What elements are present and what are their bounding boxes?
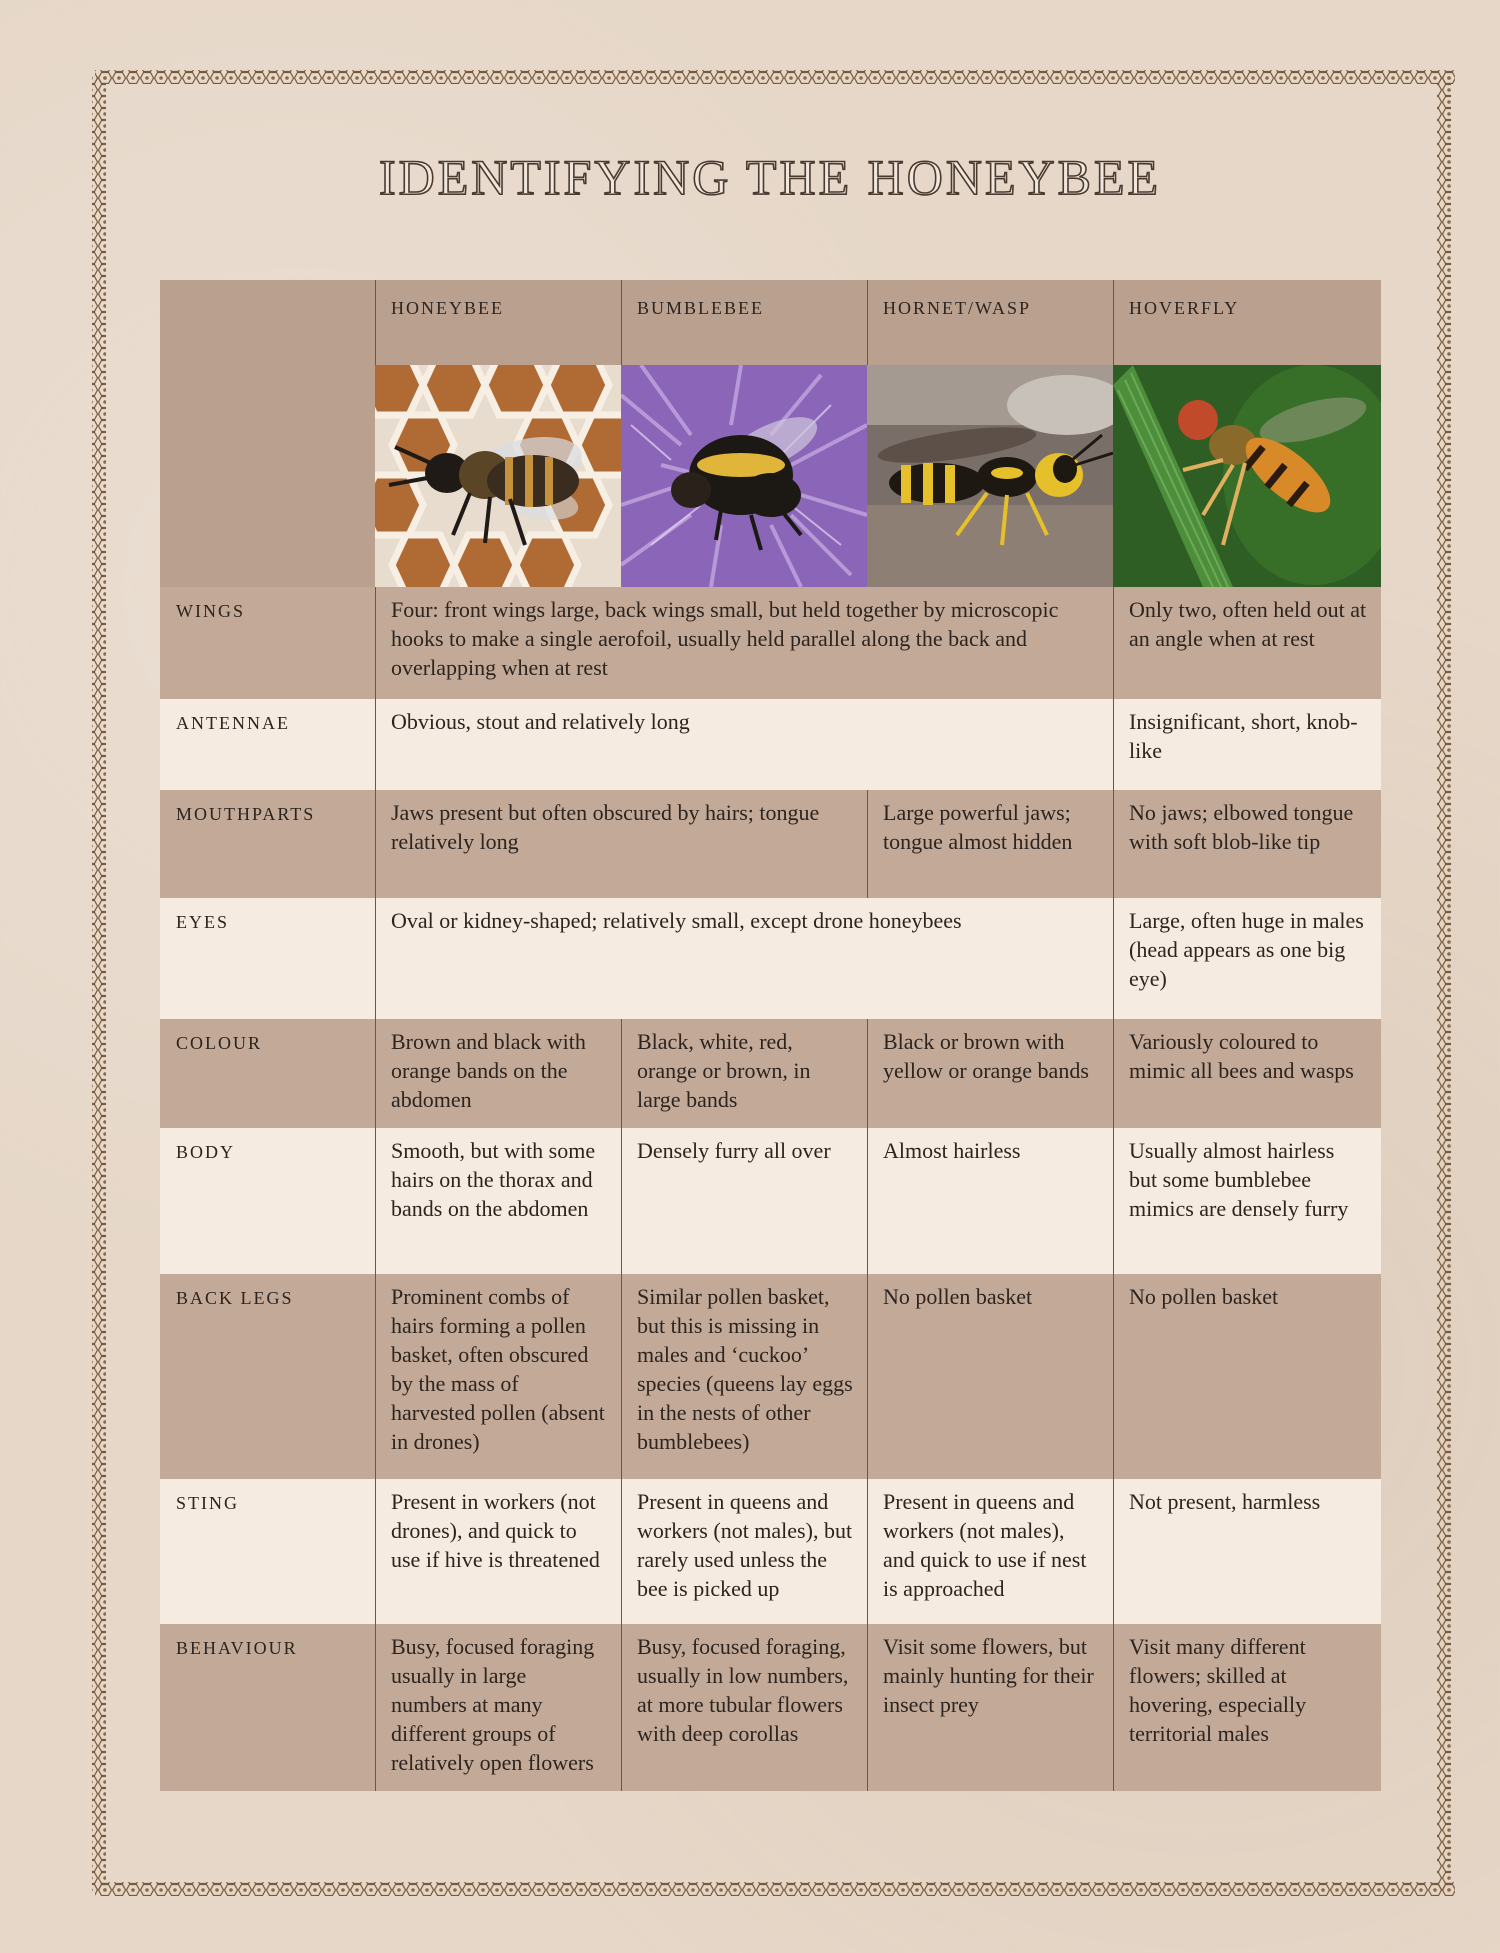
- column-header-hornet-wasp: HORNET/WASP: [867, 280, 1113, 365]
- body-hoverfly: Usually almost hairless but some bumblebee mimics are densely furry: [1113, 1128, 1381, 1274]
- back-legs-hoverfly: No pollen basket: [1113, 1274, 1381, 1479]
- mouthparts-hornet: Large powerful jaws; tongue almost hidden: [867, 790, 1113, 898]
- row-label-eyes: EYES: [160, 898, 375, 1019]
- hornet-wasp-photo: [867, 365, 1113, 587]
- antennae-bees-wasps: Obvious, stout and relatively long: [375, 699, 1113, 790]
- row-label-antennae: ANTENNAE: [160, 699, 375, 790]
- eyes-hoverfly: Large, often huge in males (head appears as one big eye): [1113, 898, 1381, 1019]
- sting-hornet: Present in queens and workers (not males), and quick to use if nest is approached: [867, 1479, 1113, 1624]
- sting-honeybee: Present in workers (not drones), and quick to use if hive is threatened: [375, 1479, 621, 1624]
- wings-hoverfly: Only two, often held out at an angle when at rest: [1113, 587, 1381, 699]
- page-title: IDENTIFYING THE HONEYBEE: [378, 149, 1162, 205]
- mouthparts-bees: Jaws present but often obscured by hairs; tongue relatively long: [375, 790, 867, 898]
- behaviour-bumblebee: Busy, focused foraging, usually in low numbers, at more tubular flowers with deep corollas: [621, 1624, 867, 1791]
- row-label-colour: COLOUR: [160, 1019, 375, 1128]
- sting-bumblebee: Present in queens and workers (not males), but rarely used unless the bee is picked up: [621, 1479, 867, 1624]
- comparison-table: [160, 280, 1381, 1791]
- colour-hornet: Black or brown with yellow or orange bands: [867, 1019, 1113, 1128]
- back-legs-bumblebee: Similar pollen basket, but this is missing in males and ‘cuckoo’ species (queens lay eggs in the nests of other bumblebees): [621, 1274, 867, 1479]
- table-corner: [160, 280, 375, 587]
- behaviour-hoverfly: Visit many different flowers; skilled at hovering, especially territorial males: [1113, 1624, 1381, 1791]
- honeybee-photo: [375, 365, 621, 587]
- back-legs-honeybee: Prominent combs of hairs forming a pollen basket, often obscured by the mass of harvested pollen (absent in drones): [375, 1274, 621, 1479]
- body-honeybee: Smooth, but with some hairs on the thorax and bands on the abdomen: [375, 1128, 621, 1274]
- behaviour-honeybee: Busy, focused foraging usually in large numbers at many different groups of relatively open flowers: [375, 1624, 621, 1791]
- row-label-wings: WINGS: [160, 587, 375, 699]
- row-label-back-legs: BACK LEGS: [160, 1274, 375, 1479]
- column-header-honeybee: HONEYBEE: [375, 280, 621, 365]
- row-label-mouthparts: MOUTHPARTS: [160, 790, 375, 898]
- antennae-hoverfly: Insignificant, short, knob-like: [1113, 699, 1381, 790]
- wings-bees-wasps: Four: front wings large, back wings small, but held together by microscopic hooks to make a single aerofoil, usually held parallel along the back and overlapping when at rest: [375, 587, 1113, 699]
- eyes-bees-wasps: Oval or kidney-shaped; relatively small, except drone honeybees: [375, 898, 1113, 1019]
- bumblebee-photo: [621, 365, 867, 587]
- mouthparts-hoverfly: No jaws; elbowed tongue with soft blob-like tip: [1113, 790, 1381, 898]
- sting-hoverfly: Not present, harmless: [1113, 1479, 1381, 1624]
- body-hornet: Almost hairless: [867, 1128, 1113, 1274]
- back-legs-hornet: No pollen basket: [867, 1274, 1113, 1479]
- behaviour-hornet: Visit some flowers, but mainly hunting for their insect prey: [867, 1624, 1113, 1791]
- body-bumblebee: Densely furry all over: [621, 1128, 867, 1274]
- hoverfly-photo: [1113, 365, 1381, 587]
- colour-honeybee: Brown and black with orange bands on the abdomen: [375, 1019, 621, 1128]
- row-label-body: BODY: [160, 1128, 375, 1274]
- row-label-sting: STING: [160, 1479, 375, 1624]
- column-header-bumblebee: BUMBLEBEE: [621, 280, 867, 365]
- row-label-behaviour: BEHAVIOUR: [160, 1624, 375, 1791]
- colour-bumblebee: Black, white, red, orange or brown, in large bands: [621, 1019, 867, 1128]
- column-header-hoverfly: HOVERFLY: [1113, 280, 1381, 365]
- colour-hoverfly: Variously coloured to mimic all bees and wasps: [1113, 1019, 1381, 1128]
